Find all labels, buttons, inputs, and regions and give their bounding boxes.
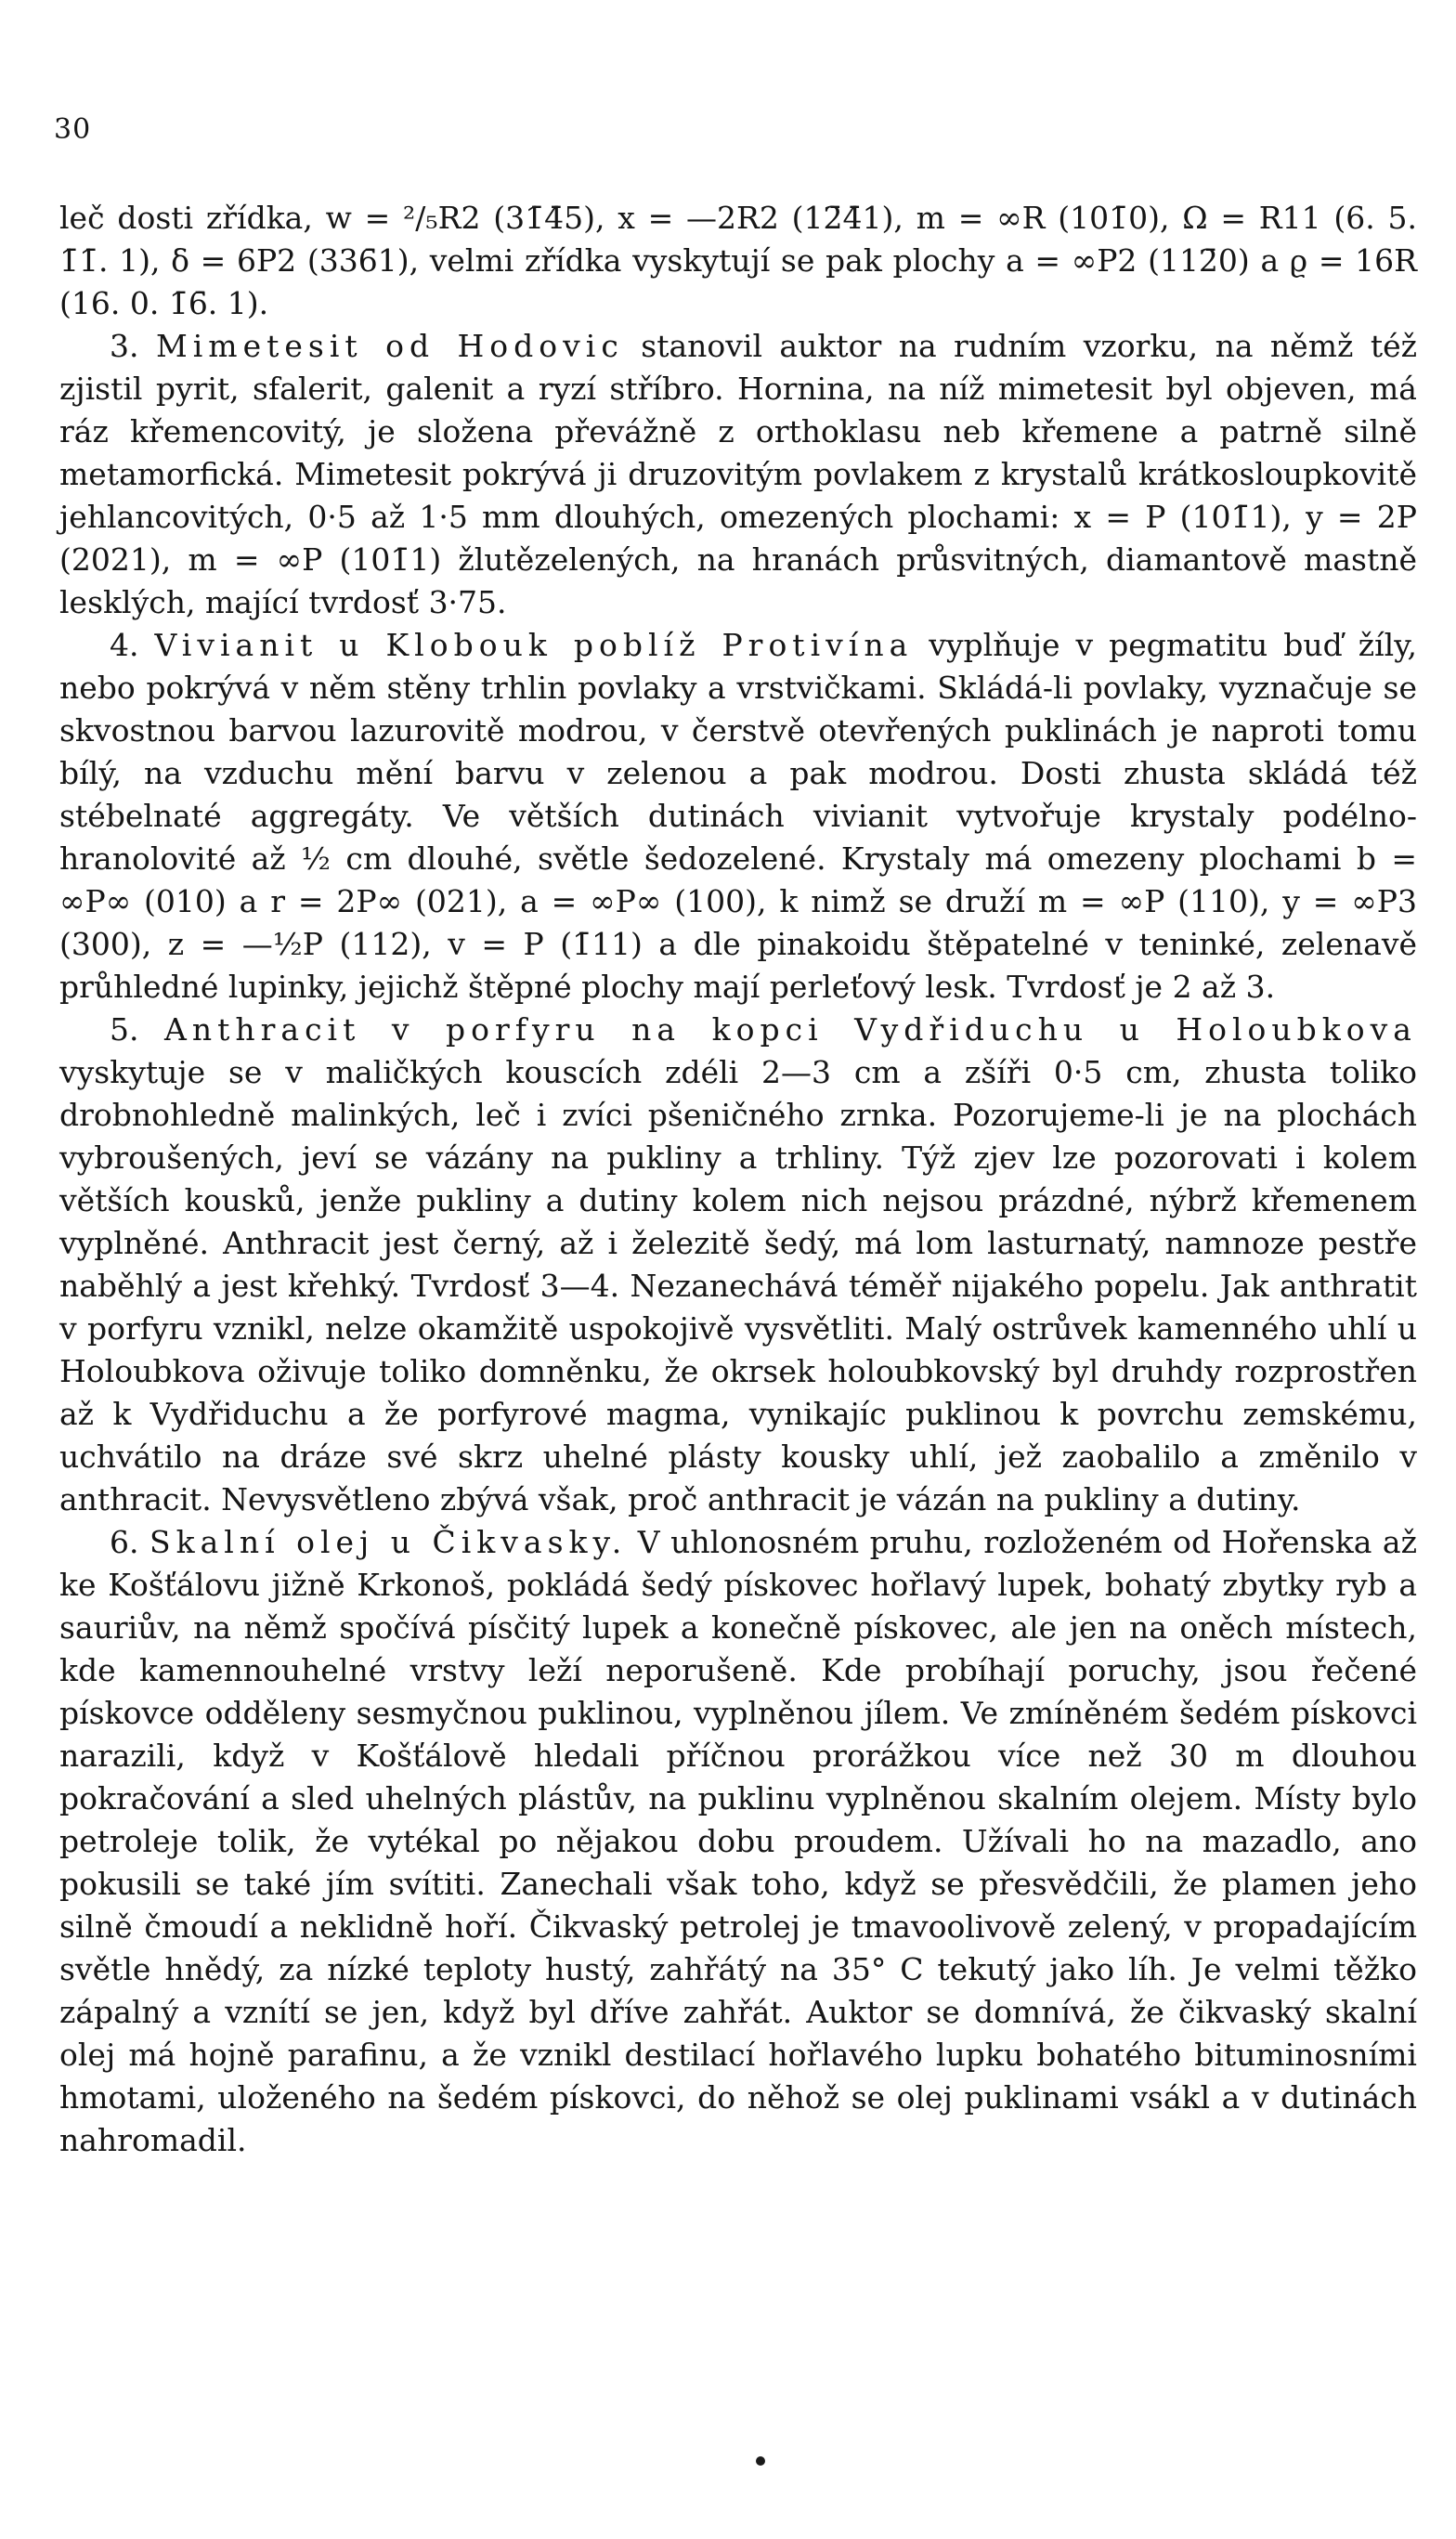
- section-title: Mimetesit od Hodovic: [155, 328, 624, 364]
- paragraph-number: 4.: [110, 627, 139, 663]
- paragraph-text: vyskytuje se v maličkých kouscích zdéli 2—3 cm a zšíři 0·5 cm, zhusta toliko drobnohledně malinkých, leč i zvíci pšeničného zrnka. Pozorujeme-li je na plochách vybroušených, jeví se vázány na pukliny a trhliny. Týž zjev lze pozorovati i kolem větších kousků, jenže pukliny a dutiny kolem nich nejsou prázdné, nýbrž křemenem vyplněné. Anthracit jest černý, až i železitě šedý, má lom lasturnatý, namnoze pestře naběhlý a jest křehký. Tvrdosť 3—4. Nezanechává téměř nijakého popelu. Jak anthratit v porfyru vznikl, nelze okamžitě uspokojivě vysvětliti. Malý ostrůvek kamenného uhlí u Holoubkova oživuje toliko domněnku, že okrsek holoubkovský byl druhdy rozprostřen až k Vydřiduchu a že porfyrové magma, vynikajíc puklinou k povrchu zemskému, uchvátilo na dráze své skrz uhelné plásty kousky uhlí, jež zaobalilo a změnilo v anthracit. Nevysvětleno zbývá však, proč anthracit je vázán na pukliny a dutiny.: [59, 1054, 1417, 1517]
- page-mark-dot: [756, 2456, 765, 2466]
- paragraph-text: V uhlonosném pruhu, rozloženém od Hořenska až ke Košťálovu jižně Krkonoš, pokládá šedý pískovec hořlavý lupek, bohatý zbytky ryb a sauriův, na němž spočívá písčitý lupek a konečně pískovec, ale jen na oněch místech, kde kamennouhelné vrstvy leží neporušeně. Kde probíhají poruchy, jsou řečené pískovce odděleny sesmyčnou puklinou, vyplněnou jílem. Ve zmíněném šedém pískovci narazili, když v Košťálově hledali příčnou prorážkou více než 30 m dlouhou pokračování a sled uhelných plástův, na puklinu vyplněnou skalním olejem. Místy bylo petroleje tolik, že vytékal po nějakou dobu proudem. Užívali ho na mazadlo, ano pokusili se také jím svítiti. Zanechali však toho, když se přesvědčili, že plamen jeho silně čmoudí a neklidně hoří. Čikvaský petrolej je tmavoolivově zelený, v propadajícím světle hnědý, za nízké teploty hustý, zahřátý na 35° C tekutý jako líh. Je velmi těžko zápalný a vznítí se jen, když byl dříve zahřát. Auktor se domnívá, že čikvaský skalní olej má hojně parafinu, a že vznikl destilací hořlavého lupku bohatého bituminosními hmotami, uloženého na šedém pískovci, do něhož se olej puklinami vsákl a v dutinách nahromadil.: [59, 1524, 1417, 2158]
- paragraph-number: 3.: [110, 328, 139, 364]
- paragraph-anthracit: [59, 1009, 1417, 1521]
- paragraph-mimetesit: [59, 325, 1417, 624]
- paragraph-text: leč dosti zřídka, w = ²/₅R2 (31̄4̄5), x = —2R2 (12̄4̄1), m = ∞R (101̄0), Ω = R11 (6. 5. 1̄1̄. 1), δ = 6P2 (336̄1), velmi zřídka vyskytují se pak plochy a = ∞P2 (112̄0) a ϱ = 16R (16. 0. 1̄6̄. 1).: [59, 200, 1417, 321]
- body-text: [59, 197, 1417, 2162]
- section-title: Anthracit v porfyru na kopci Vydřiduchu u Holoubkova: [164, 1011, 1417, 1048]
- paragraph-text: vyplňuje v pegmatitu buď žíly, nebo pokrývá v něm stěny trhlin povlaky a vrstvičkami. Skládá-li povlaky, vyznačuje se skvostnou barvou lazurovitě modrou, v čerstvě otevřených puklinách je naproti tomu bílý, na vzduchu mění barvu v zelenou a pak modrou. Dosti zhusta skládá též stébelnaté aggregáty. Ve větších dutinách vivianit vytvořuje krystaly podélno-hranolovité až ½ cm dlouhé, světle šedozelené. Krystaly má omezeny plochami b = ∞P∞ (010) a r = 2P∞ (021), a = ∞P∞ (100), k nimž se druží m = ∞P (110), y = ∞P3 (300), z = —½P (112), v = P (1̄11) a dle pinakoidu štěpatelné v teninké, zelenavě průhledné lupinky, jejichž štěpné plochy mají perleťový lesk. Tvrdosť je 2 až 3.: [59, 627, 1417, 1005]
- paragraph-skalni-olej: [59, 1521, 1417, 2162]
- paragraph-crystal-forms: [59, 197, 1417, 325]
- page-number: 30: [54, 113, 92, 146]
- paragraph-number: 5.: [110, 1011, 139, 1048]
- section-title: Vivianit u Klobouk poblíž Protivína: [154, 627, 914, 663]
- section-title: Skalní olej u Čikvasky.: [149, 1524, 628, 1560]
- paragraph-number: 6.: [110, 1524, 139, 1560]
- paragraph-vivianit: [59, 624, 1417, 1009]
- paragraph-text: stanovil auktor na rudním vzorku, na němž též zjistil pyrit, sfalerit, galenit a ryzí stříbro. Hornina, na níž mimetesit byl objeven, má ráz křemencovitý, je složena převážně z orthoklasu neb křemene a patrně silně metamorfická. Mimetesit pokrývá ji druzovitým povlakem z krystalů krátkosloupkovitě jehlancovitých, 0·5 až 1·5 mm dlouhých, omezených plochami: x = P (101̄1), y = 2P (2021), m = ∞P (101̄1) žlutězelených, na hranách průsvitných, diamantově mastně lesklých, mající tvrdosť 3·75.: [59, 328, 1417, 620]
